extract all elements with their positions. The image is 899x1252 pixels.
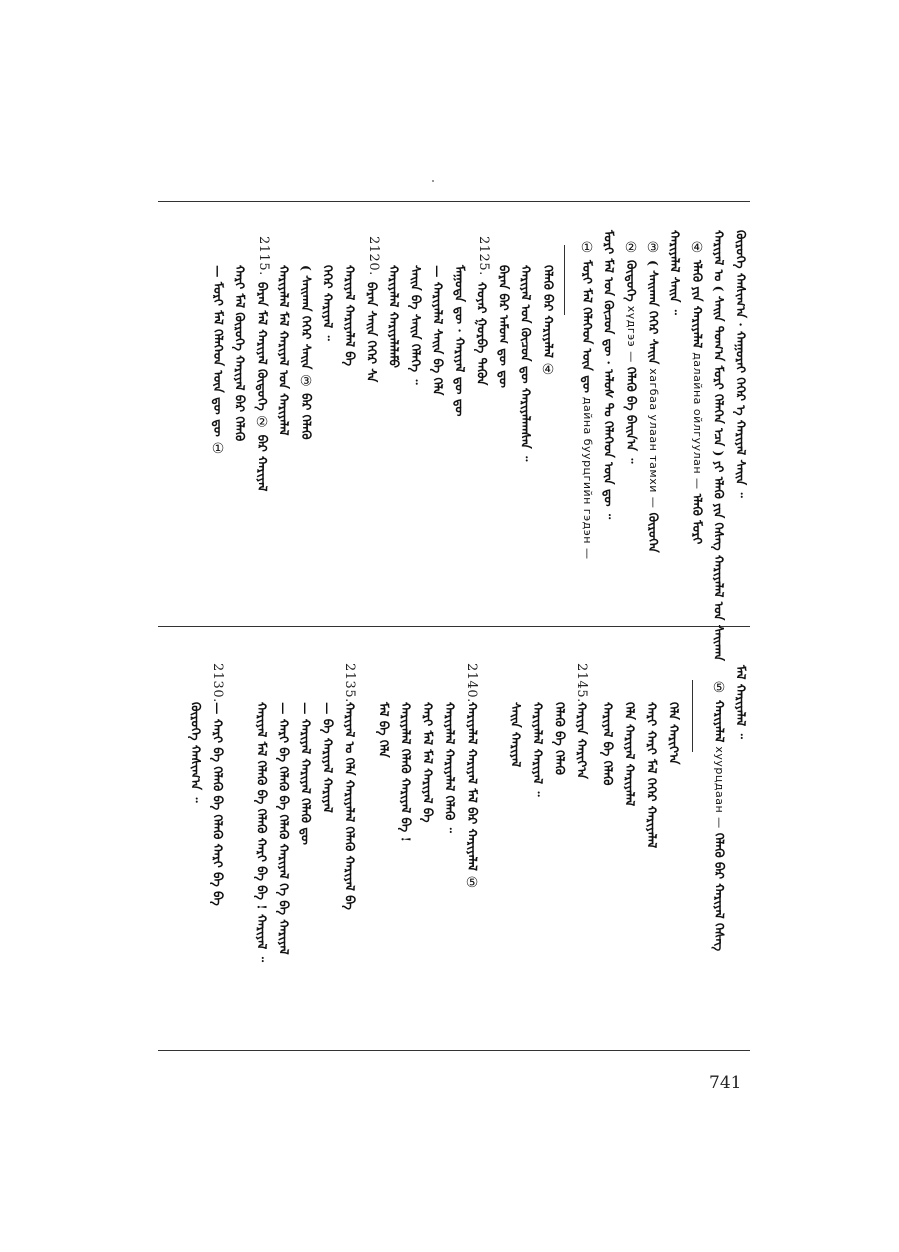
verse-line: ᠮᠠᠭᠤᠳᠠ ᠳᠦ · ᠬᠠᠷᠢᠶᠠᠯ ᠳᠦ ᠳᠦ (452, 265, 468, 417)
footnote-line: ② ᠬᠦᠳᠦᠭᠡ хүдгээ — ᠬᠡᠯᠡᠬᠦ ᠪᠡ ᠪᠠᠢᠨ᠎ᠠ ᠃ (623, 240, 639, 464)
verse-line: ᠬᠠᠷᠢᠶᠠᠯᠠᠯ ᠬᠠᠷᠢᠶᠠᠯ ᠃ (530, 702, 546, 797)
verse-line: ᠬᠠᠷᠢᠶᠠᠯ ᠪᠡ ᠬᠡᠯᠡᠬᠦ (600, 702, 616, 786)
verse-line: ᠬᠡᠯᠡ ᠬᠠᠷᠢᠶᠠᠯ ᠬᠠᠷᠢᠶᠠᠯᠠᠯ (622, 702, 638, 807)
verse-line: ᠬᠠᠷᠢᠶᠠᠯᠠᠯ ᠬᠠᠷᠢᠶᠠᠯᠠᠯ ᠬᠡᠯᠡᠬᠦ ᠃ (442, 702, 458, 833)
footnote-marker: ④ (540, 361, 556, 378)
footnote-marker: ③ (645, 240, 661, 256)
footnote-marker: ④ (689, 240, 705, 256)
footnote-marker: ① (210, 440, 226, 457)
page-number: 741 (709, 1073, 742, 1093)
top-rule (158, 201, 750, 202)
footnote-line: ᠭᠦᠷᠦᠭᠡ ᠬᠠᠰᠢᠭ᠎ᠠ · ᠬᠠᠭᠤᠷᠠᠢ ᠬᠡᠭᠡᠷ ᠡ ᠬᠠᠷᠢᠶᠠᠯ ᠰᠠᠢᠨ ᠃ (733, 230, 749, 498)
verse-line: ᠬᠡᠯᠡ ᠬᠠᠷᠢᠶ᠎ᠠ (666, 702, 682, 765)
verse-line: ᠬᠠᠷᠢᠶᠠ ᠬᠠᠷᠢᠶ᠎ᠠ (574, 702, 590, 779)
bottom-rule (158, 1050, 750, 1051)
verse-line: ᠬᠡᠭᠡᠷ ᠬᠠᠷᠢᠶᠠᠯ ᠃ (320, 265, 336, 341)
verse-line: ᠬᠠᠷᠢᠶᠠᠯᠠᠯ ᠮᠠᠯ ᠬᠠᠷᠢᠶᠠᠯ ᠤᠨ ᠬᠠᠷᠢᠶᠠᠯᠠᠯ (276, 265, 292, 436)
verse-line: ᠬᠠᠷᠢ ᠮᠠᠯ ᠮᠠᠯ ᠬᠠᠷᠢᠶᠠᠯ ᠪᠡ (420, 702, 436, 823)
verse-line: ᠭᠦᠷᠦᠭᠡ ᠬᠠᠰᠢᠭ᠎ᠠ ᠃ (188, 702, 204, 803)
verse-line: ᠬᠠᠷᠢᠶᠠᠯᠠᠯ ᠬᠡᠯᠡᠬᠦ ᠬᠠᠷᠢᠶᠠᠯ ᠪᠡ ! (398, 702, 414, 842)
verse-line: — ᠪᠡ ᠬᠠᠷᠢᠶᠠᠯ ᠬᠠᠷᠢᠶᠠᠯ (320, 702, 336, 813)
footnote-marker: ⑤ (711, 680, 727, 696)
line-number: 2145. (574, 663, 589, 703)
verse-line: ᠬᠡᠯᠡᠬᠦ ᠪᠡ ᠬᠡᠯᠡᠬᠦ (552, 702, 568, 775)
verse-line: ᠪᠠᠷᠠᠨ ᠮᠠᠯ ᠬᠠᠷᠢᠶᠠᠯ ᠬᠦᠳᠦᠭᠡ ② ᠪᠡᠷ ᠬᠠᠷᠢᠶᠠᠯ (254, 282, 270, 492)
verse-line: — ᠬᠠᠷᠢᠶᠠᠯ ᠬᠠᠷᠢᠶᠠᠯ ᠬᠡᠯᠡᠬᠦ ᠳᠦ (298, 702, 314, 845)
cyrillic-gloss: хуурцдаан — (713, 746, 726, 829)
verse-line: — ᠬᠠᠷᠢ ᠪᠡ ᠬᠡᠯᠡᠬᠦ ᠪᠡ ᠬᠡᠯᠡᠬᠦ ᠬᠠᠷᠢ ᠪᠡ ᠪᠡ (210, 702, 226, 906)
cyrillic-gloss: хүдгээ — (625, 305, 638, 363)
line-number: 2125. (476, 236, 491, 276)
verse-line: — ᠮᠣᠷᠢ ᠮᠠᠯ ᠬᠡᠯᠡᠭᠡᠳ ᠦᠨ ᠳᠦ ᠳᠦ ① (210, 265, 226, 457)
verse-line: ᠬᠡᠯᠡᠬᠦ ᠪᠡᠷ ᠬᠠᠷᠢᠶᠠᠯᠠᠯ ④ (540, 265, 556, 378)
footnote-marker: ⑤ (464, 874, 480, 891)
footnote-line: ᠬᠠᠷᠢᠶᠠᠯ ᠤ ( ᠰᠠᠢᠨ ᠲᠣᠭ᠎ᠠ ᠮᠣᠷᠢ ᠬᠡᠯᠡᠭᠡᠨ ᠡᠴᠡ ) ᠶᠢ ᠡᠯᠡᠬᠦ ᠶᠢᠨ ᠬᠡᠰᠡᠭ ᠬᠠᠷᠢᠶᠠᠯᠠᠯ ᠤᠨ ᠰᠠᠢᠬᠠᠨ (711, 230, 727, 661)
verse-line: — ᠬᠠᠷᠢ ᠪᠡ ᠬᠡᠯᠡᠬᠦ ᠪᠡ ᠬᠡᠯᠡᠬᠦ ᠬᠠᠷᠢᠶᠠᠯ ᠬᠡ ᠪᠡ ᠬᠠᠷᠢᠶᠠᠯ (276, 702, 292, 955)
footnote-marker: ① (579, 240, 595, 256)
footnote-marker: ② (623, 240, 639, 256)
verse-line: ᠬᠠᠷᠢ ᠬᠠᠷᠢ ᠮᠠᠯ ᠬᠡᠭᠡᠷ ᠬᠠᠷᠢᠶᠠᠯᠠᠯ (644, 702, 660, 849)
footnote-marker: ③ (298, 373, 314, 390)
footnote-separator-bottom (692, 680, 693, 752)
line-number: 2140. (464, 663, 479, 703)
verse-line: ᠰᠠᠢᠨ ᠪᠡ ᠰᠠᠢᠨ ᠬᠡᠯᠡᠭᠡ ᠃ (408, 265, 424, 385)
middle-rule (158, 626, 750, 627)
verse-line: ᠬᠠᠷᠢᠶᠠᠯ ᠬᠠᠷᠢᠶᠠᠯᠠᠯ ᠪᠡ (342, 265, 358, 366)
footnote-line: ③ ( ᠰᠠᠢᠬᠠᠨ ᠬᠡᠭᠡᠷ ᠰᠠᠢᠨ хагбаа улаан тамхи — ᠭᠦᠷᠦᠭᠡᠨ (645, 240, 661, 553)
footnote-marker: ② (254, 414, 270, 431)
verse-line: ᠬᠣᠶᠠᠷ ᠭᠤᠷᠪᠠ ᠲᠡᠭᠦᠨ (474, 282, 490, 386)
line-number: 2115. (256, 236, 271, 276)
verse-line: ᠬᠠᠷᠢᠶᠠᠯ ᠤ ᠬᠡᠯᠡ ᠬᠠᠷᠢᠶᠠᠯᠠᠯ ᠬᠡᠯᠡᠬᠦ ᠬᠠᠷᠢᠶᠠᠯ ᠪᠡ (342, 702, 358, 910)
verse-line: ᠰᠠᠢᠨ ᠬᠠᠷᠢᠶᠠᠯ (508, 702, 524, 768)
footnote-line: ᠮᠠᠯ ᠬᠠᠷᠢᠶᠠᠯᠠᠯ ᠃ (733, 665, 749, 739)
footnote-line: ⑤ ᠬᠠᠷᠢᠶᠠᠯᠠᠯ хуурцдаан — ᠬᠡᠯᠡᠬᠦ ᠪᠡᠷ ᠬᠠᠷᠢᠶᠠᠯ ᠬᠡᠰᠡᠭ (711, 680, 727, 952)
footnote-line: ④ ᠡᠯᠡᠬᠦ ᠶᠢᠨ ᠬᠠᠷᠢᠶᠠᠯᠠᠯ далайна ойлгуулан — ᠡᠯᠡᠬᠦ ᠮᠣᠷᠢ (689, 240, 705, 545)
cyrillic-gloss: хагбаа улаан тамхи — (647, 368, 660, 509)
footnote-line: ① ᠮᠣᠷᠢ ᠮᠠᠯ ᠬᠡᠯᠡᠭᠡᠳ ᠦᠨ ᠳᠦ дайна буурцгийн гэдэн — (579, 240, 595, 560)
line-number: 2130. (210, 663, 225, 703)
line-number: 2135. (342, 663, 357, 703)
cyrillic-gloss: далайна ойлгуулан — (691, 352, 704, 490)
footnote-line: ᠬᠠᠷᠢᠶᠠᠯᠠᠯ ᠰᠠᠢᠨ ᠃ (667, 230, 683, 315)
verse-line: ᠬᠠᠷᠢ ᠮᠠᠯ ᠬᠦᠷᠦᠭᠡ ᠬᠠᠷᠢᠶᠠᠯ ᠪᠡᠷ ᠬᠡᠯᠡᠬᠦ (232, 265, 248, 442)
cyrillic-gloss: дайна буурцгийн гэдэн — (581, 396, 594, 560)
line-number: 2120. (366, 236, 381, 276)
print-speck (432, 180, 434, 182)
footnote-line: ᠮᠣᠷᠢ ᠮᠠᠯ ᠤᠨ ᠬᠦᠴᠦᠨ ᠳᠦ · ᠠᠯᠤᠰ ᠲᠤ ᠬᠡᠯᠡᠭᠡᠳ ᠦᠨ ᠳᠦ ᠃ (601, 230, 617, 520)
verse-line: ᠪᠠᠷᠠᠨ ᠰᠠᠢᠨ ᠬᠡᠭᠡᠷ ᠰᠠ (364, 282, 380, 383)
verse-line: — ᠬᠠᠷᠢᠶᠠᠯᠠᠯ ᠰᠠᠢᠨ ᠪᠡ ᠬᠡᠯᠡ (430, 265, 446, 396)
verse-line: ᠬᠠᠷᠢᠶᠠᠯ ᠤᠨ ᠬᠦᠴᠦᠨ ᠳᠦ ᠬᠠᠷᠢᠶᠠᠯᠠᠭᠰᠠᠨ ᠃ (518, 265, 534, 462)
verse-line: ᠬᠠᠷᠢᠶᠠᠯᠠᠯ ᠬᠠᠷᠢᠶᠠᠯ ᠮᠠᠯ ᠪᠡᠷ ᠬᠠᠷᠢᠶᠠᠯᠠᠯ ⑤ (464, 702, 480, 891)
verse-line: ᠮᠠᠯ ᠪᠡ ᠬᠡᠯᠡ (376, 702, 392, 758)
footnote-separator-top (564, 245, 565, 315)
verse-line: ( ᠰᠠᠢᠬᠠᠨ ᠬᠡᠭᠡᠷ ᠰᠠᠢᠨ ③ ᠪᠡᠷ ᠬᠡᠯᠡᠬᠦ (298, 265, 314, 440)
verse-line: ᠪᠠᠷᠠᠨ ᠪᠡᠷ ᠠᠮᠤᠭ ᠳᠦ ᠳᠦ (496, 265, 512, 388)
verse-line: ᠬᠠᠷᠢᠶᠠᠯ ᠮᠠᠯ ᠬᠡᠯᠡᠬᠦ ᠪᠡ ᠬᠡᠯᠡᠬᠦ ᠬᠠᠷᠢ ᠪᠡ ᠪᠡ ! ᠬᠠᠷᠢᠶᠠᠯ ᠃ (254, 702, 270, 962)
verse-line: ᠬᠠᠷᠢᠶᠠᠯᠠᠯ ᠬᠠᠷᠢᠶᠠᠯᠠᠯᠠᠮᠤ (386, 265, 402, 368)
